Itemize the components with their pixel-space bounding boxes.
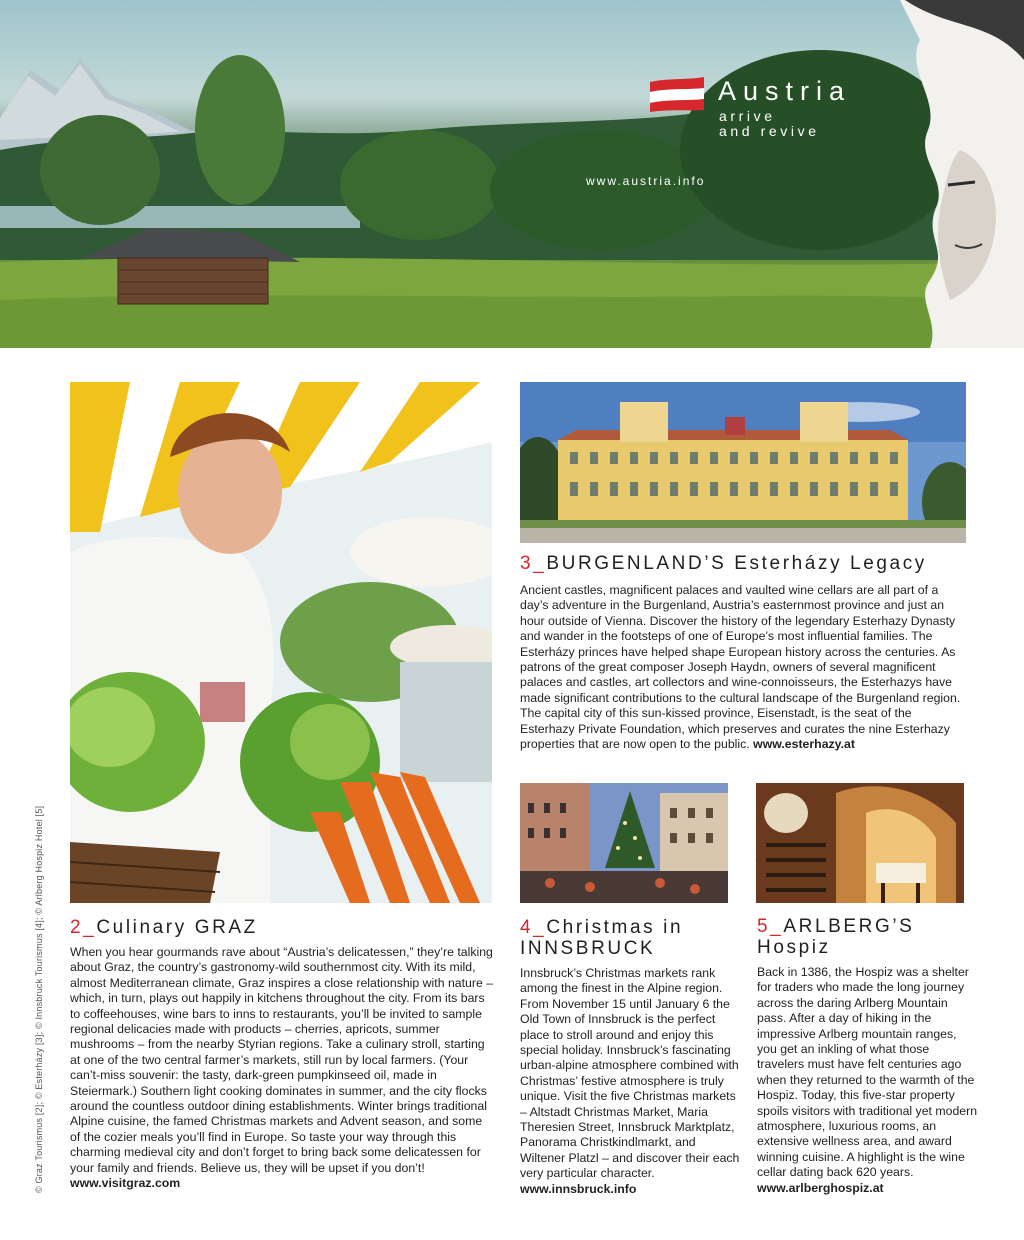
article-link[interactable]: www.esterhazy.at bbox=[753, 737, 855, 752]
article-title-text: Culinary GRAZ bbox=[96, 917, 258, 938]
article-title-text: BURGENLAND’S Esterházy Legacy bbox=[546, 553, 927, 574]
innsbruck-market-photo bbox=[520, 783, 728, 903]
article-body bbox=[520, 583, 968, 752]
article-body bbox=[757, 965, 979, 1196]
chef-with-vegetables-image bbox=[70, 382, 492, 903]
arlberg-wine-cellar-image bbox=[756, 783, 964, 903]
article-body-text: When you hear gourmands rave about “Austria’s delicatessen,” they’re talking about Graz, the country’s gastronomy-wild southernmost city. With its mild, almost Mediterranean climate, Graz inspires a close relationship with nature – which, in turn, plays out happily in kitchens throughout the city. From its bars to coffeehouses, wine bars to inns to restaurants, you’ll be invited to sample regional delicacies made with products – cherries, apricots, summer mushrooms – from the nearby Styrian regions. Take a culinary stroll, starting at one of the two central farmer’s markets, still run by local farmers. (Your can’t-miss souvenir: the tasty, dark-green pumpkinseed oil, made in Steiermark.) Southern light cooking dominates in summer, and the city flocks around the countless outdoor dining establishments. Winter brings traditional Alpine cuisine, the famed Christmas markets and Advent season, and some of the cozier meals you’ll find in Europe. So taste your way through this charming medieval city and don’t forget to bring back some delicatessen for your family and friends. Believe us, they will be upset if you don’t! bbox=[70, 945, 494, 1175]
article-body-text: Back in 1386, the Hospiz was a shelter for traders who made the long journey across the daring Arlberg Mountain pass. After a day of hiking in the impressive Arlberg mountain ranges, you get an inkling of what those travelers must have felt centuries ago when they returned to the warmth of the Hospiz. Today, this five-star property spoils visitors with traditional yet modern atmosphere, luxurious rooms, an extensive wellness area, and award winning cuisine. A highlight is the wine cellar dating back 620 years. bbox=[757, 965, 978, 1180]
article-body-text: Innsbruck’s Christmas markets rank among the finest in the Alpine region. From November 15 until January 6 the Old Town of Innsbruck is the perfect place to stroll around and enjoy this special holiday. Innsbruck’s fascinating urban-alpine atmosphere combined with Christmas’ festive atmosphere is truly unique. Visit the five Christmas markets – Altstadt Christmas Market, Maria Theresien Street, Innsbruck Marktplatz, Panorama Christkindlmarkt, and Wiltener Platzl – and discover their each very particular character. bbox=[520, 966, 740, 1181]
article-title bbox=[757, 916, 979, 958]
tagline-line-1: arrive bbox=[719, 108, 776, 124]
alpine-landscape-image bbox=[0, 0, 1024, 348]
brand-title: Austria bbox=[718, 76, 852, 106]
article-link[interactable]: www.arlberghospiz.at bbox=[757, 1180, 884, 1195]
article-body-text: Ancient castles, magnificent palaces and vaulted wine cellars are all part of a day’s adventure in the Burgenland, Austria’s easternmost province and just an hour outside of Vienna. Discover the history of the legendary Esterhazy Dynasty and wander in the footsteps of one of Europe’s most influential families. The Esterházy princes have helped shape European history across the centuries. As patrons of the great composer Joseph Haydn, owners of several magnificent palaces and castles, art collectors and wine-connoisseurs, the Esterhazys have made significant contributions to the cultural landscape of the Burgenland region. The capital city of this sun-kissed province, Eisenstadt, is the seat of the Esterhazy Private Foundation, which preserves and curates the nine Esterhazy properties that are now open to the public. bbox=[520, 583, 961, 752]
header-banner bbox=[0, 0, 1024, 348]
article-title bbox=[520, 917, 740, 959]
article-number: 4_ bbox=[520, 917, 547, 938]
article-title-text: ARLBERG’S Hospiz bbox=[757, 916, 915, 958]
article-title bbox=[70, 917, 494, 938]
photo-credit: © Graz Tourismus [2]; © Esterházy [3]; © Innsbruck Tourismus [4]; © Arlberg Hospiz Hotel [5] bbox=[34, 805, 44, 1193]
innsbruck-christmas-market-image bbox=[520, 783, 728, 903]
article-body bbox=[70, 945, 494, 1192]
arlberg-cellar-photo bbox=[756, 783, 964, 903]
article-body bbox=[520, 966, 740, 1197]
esterhazy-palace-photo bbox=[520, 382, 966, 543]
brand-url[interactable]: www.austria.info bbox=[586, 174, 706, 188]
austrian-flag-icon bbox=[648, 76, 706, 112]
article-link[interactable]: www.visitgraz.com bbox=[70, 1176, 181, 1191]
article-number: 2_ bbox=[70, 917, 97, 938]
article-number: 5_ bbox=[757, 916, 784, 937]
article-title bbox=[520, 553, 968, 574]
article-innsbruck bbox=[520, 917, 740, 1197]
brand-tagline bbox=[719, 109, 820, 139]
esterhazy-palace-image bbox=[520, 382, 966, 543]
graz-market-photo bbox=[70, 382, 492, 903]
article-link[interactable]: www.innsbruck.info bbox=[520, 1181, 637, 1196]
article-burgenland bbox=[520, 553, 968, 752]
tagline-line-2: and revive bbox=[719, 123, 820, 139]
article-title-text: Christmas in INNSBRUCK bbox=[520, 917, 684, 959]
article-arlberg bbox=[757, 916, 979, 1196]
article-graz bbox=[70, 917, 494, 1192]
article-number: 3_ bbox=[520, 553, 547, 574]
